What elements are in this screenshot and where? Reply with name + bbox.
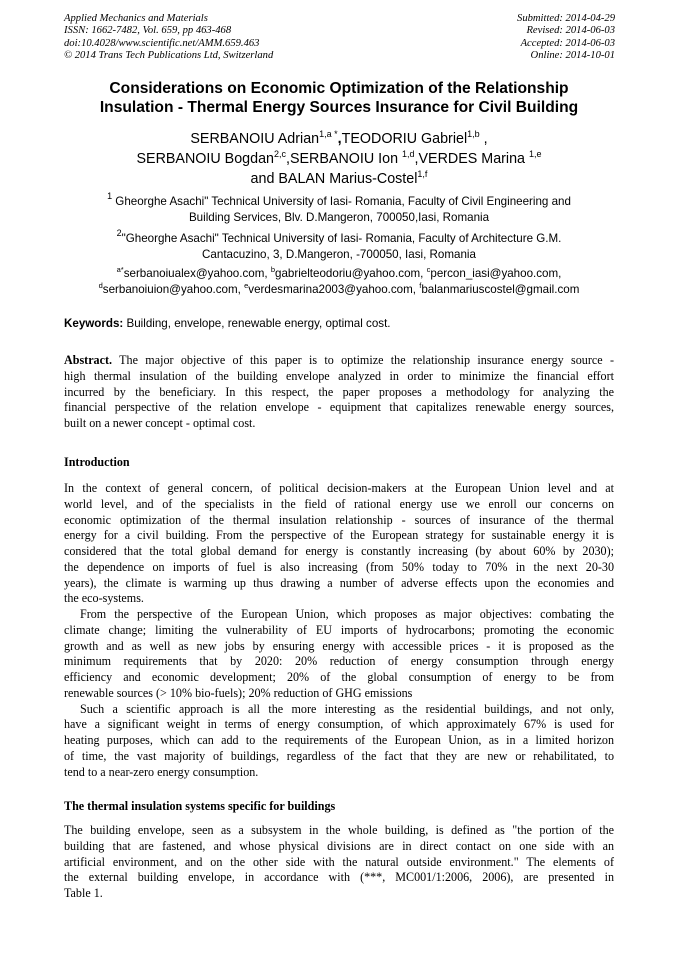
author-separator: , bbox=[414, 151, 419, 167]
author-list bbox=[40, 129, 638, 189]
abstract-line: incurred by the beneficiary. In this respect, the paper proposes a methodology for analyzing the bbox=[64, 384, 614, 399]
emails-line-1 bbox=[40, 266, 638, 282]
paragraph-line: Such a scientific approach is all the more interesting as the residential buildings, and not only, bbox=[80, 701, 614, 716]
authors-line-1 bbox=[40, 129, 638, 149]
email-link[interactable]: balanmariuscostel@gmail.com bbox=[421, 282, 580, 296]
journal-info bbox=[64, 13, 273, 63]
date-online: Online: 2014-10-01 bbox=[530, 50, 615, 62]
author-separator: , bbox=[337, 131, 342, 147]
author-name: VERDES Marina bbox=[418, 151, 529, 167]
paragraph-line: growth and as well as new jobs by ensuring energy with accessible prices - it is proposed as the bbox=[64, 638, 614, 653]
author-separator: , bbox=[286, 151, 290, 167]
author-name: SERBANOIU Bogdan bbox=[136, 151, 274, 167]
paragraph-line: building that are fastened, and whose physical divisions are in direct contact on one side with an bbox=[64, 838, 614, 853]
affiliation-2-line-1 bbox=[40, 228, 638, 247]
affiliation-1-line-2: Building Services, Blv. D.Mangeron, 700050,Iasi, Romania bbox=[188, 210, 490, 224]
paragraph-line: world level, and of the specialists in the field of rational energy use we enroll our concerns on bbox=[64, 496, 614, 511]
author-separator: , bbox=[479, 131, 488, 147]
paragraph-line: In the context of general concern, of political decision-makers at the European Union level and at bbox=[64, 481, 614, 495]
date-accepted: Accepted: 2014-06-03 bbox=[520, 37, 615, 49]
keywords-text: Building, envelope, renewable energy, optimal cost. bbox=[123, 317, 391, 330]
email-link[interactable]: percon_iasi@yahoo.com, bbox=[430, 267, 562, 280]
affiliation-1-line-1 bbox=[40, 191, 638, 210]
date-submitted: Submitted: 2014-04-29 bbox=[517, 13, 615, 24]
date-revised: Revised: 2014-06-03 bbox=[526, 25, 615, 37]
paragraph-line: tend to a near-zero energy consumption. bbox=[64, 764, 259, 779]
paragraph-line: considered that the total global demand for energy is constantly increasing (by about 60% by 2030); bbox=[64, 544, 614, 558]
thermal-insulation-text bbox=[64, 823, 614, 902]
email-link[interactable]: serbanoiualex@yahoo.com, bbox=[123, 267, 271, 280]
journal-issn: ISSN: 1662-7482, Vol. 659, pp 463-468 bbox=[64, 25, 232, 37]
publication-dates bbox=[517, 13, 615, 63]
author-emails bbox=[40, 266, 638, 297]
paragraph-line: From the perspective of the European Union, which proposes as major objectives: combating the bbox=[80, 607, 614, 621]
email-mark: e bbox=[244, 280, 249, 290]
keywords bbox=[64, 317, 391, 330]
authors-line-2 bbox=[40, 149, 638, 169]
paragraph-line: the external building envelope, in accordance with (***, MC001/1:2006, 2006), are presented in bbox=[64, 870, 614, 885]
paragraph-line: the eco-systems. bbox=[64, 591, 144, 606]
paper-title bbox=[40, 79, 638, 117]
journal-doi[interactable]: doi:10.4028/www.scientific.net/AMM.659.463 bbox=[64, 37, 260, 49]
journal-copyright: © 2014 Trans Tech Publications Ltd, Switzerland bbox=[64, 50, 274, 62]
author-affil-mark: 1,f bbox=[417, 169, 428, 179]
paragraph-line: artificial environment, and on the other side with the natural outside environment." The elements of bbox=[64, 854, 614, 869]
section-heading-introduction: Introduction bbox=[64, 455, 130, 469]
paragraph-line: economic optimization of the thermal insulation relationship - sources of insurance of the thermal bbox=[64, 512, 614, 527]
paragraph-line: of time, the vast majority of buildings, regardless of the fact that they are new or rehabilitated, to bbox=[64, 748, 614, 763]
author-name: TEODORIU Gabriel bbox=[341, 131, 468, 147]
paragraph-line: the dependence on imports of fuel is also increasing (from 50% today to 70% in the next 20-30 bbox=[64, 559, 614, 574]
paragraph-line: climate change; limiting the vulnerability of EU imports of hydrocarbons; promoting the economic bbox=[64, 622, 614, 637]
email-link[interactable]: gabrielteodoriu@yahoo.com, bbox=[275, 267, 427, 280]
journal-name: Applied Mechanics and Materials bbox=[64, 13, 208, 24]
author-affil-mark: 1,e bbox=[528, 149, 542, 159]
affiliation-text: Gheorghe Asachi" Technical University of Iasi- Romania, Faculty of Civil Engineering and bbox=[112, 195, 571, 208]
keywords-label: Keywords: bbox=[64, 317, 124, 330]
paragraph-line: heating purposes, which can add to the requirements of the European Union, as in a limited horizon bbox=[64, 733, 614, 747]
affiliation-mark: 2 bbox=[116, 228, 122, 238]
emails-line-2 bbox=[40, 282, 638, 298]
email-mark: d bbox=[98, 280, 103, 290]
section-heading-thermal-insulation: The thermal insulation systems specific for buildings bbox=[64, 799, 336, 813]
paragraph-line: The building envelope, seen as a subsystem in the whole building, is defined as "the portion of the bbox=[64, 823, 614, 837]
author-name: SERBANOIU Adrian bbox=[190, 131, 320, 147]
author-name: and BALAN Marius-Costel bbox=[250, 171, 418, 187]
author-affil-mark: 1,d bbox=[402, 149, 415, 159]
introduction-text bbox=[64, 481, 614, 780]
paragraph-line: Table 1. bbox=[64, 886, 103, 900]
email-mark: c bbox=[426, 265, 431, 274]
abstract-line: Abstract. The major objective of this paper is to optimize the relationship insurance energy source - bbox=[64, 353, 614, 367]
email-link[interactable]: serbanoiuion@yahoo.com, bbox=[102, 282, 245, 296]
authors-line-3 bbox=[40, 169, 638, 189]
email-mark: b bbox=[270, 265, 275, 274]
paragraph-line: energy for a civil building. From the perspective of the European strategy for sustainable energy it is bbox=[64, 528, 614, 543]
affiliation-2-line-2: Cantacuzino, 3, D.Mangeron, -700050, Iasi, Romania bbox=[202, 247, 476, 261]
affiliation-2 bbox=[40, 228, 638, 262]
author-name: SERBANOIU Ion bbox=[289, 151, 403, 167]
email-mark: f bbox=[419, 280, 422, 290]
title-line-1: Considerations on Economic Optimization of the Relationship bbox=[109, 80, 569, 97]
email-link[interactable]: verdesmarina2003@yahoo.com, bbox=[248, 282, 420, 296]
paragraph-line: years), the climate is warming up thus drawing a number of adverse effects upon the economies and bbox=[64, 575, 614, 590]
abstract-label: Abstract. bbox=[64, 353, 113, 367]
author-affil-mark: 1,a * bbox=[319, 129, 338, 139]
paragraph-line: have a significant weight in terms of energy consumption, of which approximately 67% is used for bbox=[64, 717, 614, 732]
paragraph-line: minimum requirements that by 2020: 20% reduction of energy consumption through energy bbox=[64, 654, 614, 669]
paragraph-line: efficiency and economic development; 20% of the global consumption of energy to be from bbox=[64, 670, 614, 684]
title-line-2: Insulation - Thermal Energy Sources Insurance for Civil Building bbox=[99, 99, 579, 116]
paragraph-line: renewable sources (> 10% bio-fuels); 20% reduction of GHG emissions bbox=[64, 685, 413, 700]
email-mark: a* bbox=[116, 265, 124, 274]
abstract bbox=[64, 353, 614, 432]
affiliation-mark: 1 bbox=[107, 191, 113, 201]
affiliation-text: "Gheorghe Asachi" Technical University of Iasi- Romania, Faculty of Architecture G.M. bbox=[121, 232, 562, 245]
abstract-line: financial perspective of the relation envelope - equipment that capitalizes renewable energy sources, bbox=[64, 400, 614, 415]
abstract-line: built on a newer concept - optimal cost. bbox=[64, 416, 256, 430]
author-affil-mark: 2,c bbox=[273, 149, 286, 159]
affiliation-1 bbox=[40, 191, 638, 225]
author-affil-mark: 1,b bbox=[467, 129, 480, 139]
abstract-line: high thermal insulation of the building envelope analyzed in order to minimize the financial effort bbox=[64, 368, 614, 383]
